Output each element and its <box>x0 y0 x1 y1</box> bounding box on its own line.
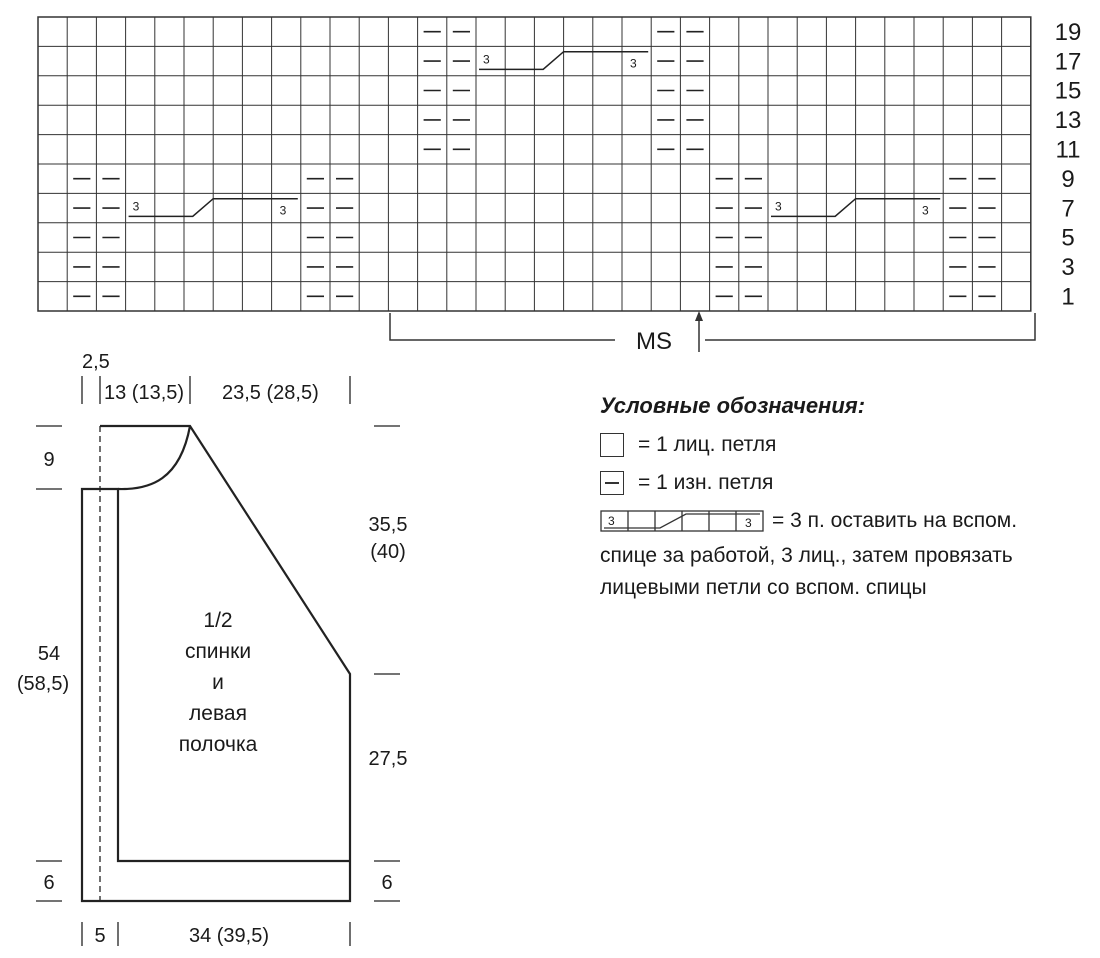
repeat-bracket <box>390 311 1035 355</box>
purl-stitch-icon <box>600 471 624 495</box>
legend-title: Условные обозначения: <box>600 393 866 418</box>
row-label: 13 <box>1054 107 1082 135</box>
piece-label-line-3: и <box>212 671 224 694</box>
piece-label-line-5: полочка <box>178 733 258 756</box>
dim-right-bottom: 6 <box>381 872 393 894</box>
dim-left-main: 54 <box>37 643 61 665</box>
piece-label-line-2: спинки <box>184 640 252 663</box>
row-label: 17 <box>1054 48 1082 76</box>
dim-bottom-b: 34 (39,5) <box>188 925 270 947</box>
dim-left-bottom: 6 <box>43 872 55 894</box>
legend-cable-line-2: спице за работой, 3 лиц., затем провязать <box>600 544 1013 567</box>
band-inner-line <box>100 489 350 861</box>
dim-left-top: 9 <box>43 449 55 471</box>
legend-cable-line-3: лицевыми петли со вспом. спицы <box>600 576 927 599</box>
cable-symbol-icon <box>600 510 764 532</box>
legend-cable-line-1: = 3 п. оставить на вспом. <box>772 509 1018 532</box>
row-label: 7 <box>1061 195 1075 223</box>
cable-label-right: 3 <box>922 203 929 218</box>
row-label: 11 <box>1055 136 1081 164</box>
cable-label-right: 3 <box>279 203 287 218</box>
dim-top-a: 13 (13,5) <box>104 382 185 404</box>
legend-purl-text: = 1 изн. петля <box>638 471 774 494</box>
row-label: 3 <box>1061 254 1075 282</box>
legend-cable-row <box>600 502 1080 540</box>
knit-stitch-icon <box>600 433 624 457</box>
cable-label-right: 3 <box>630 56 637 71</box>
piece-label-line-4: левая <box>189 702 247 725</box>
legend-purl-row <box>600 464 1080 502</box>
cable-legend-label-right: 3 <box>745 516 752 530</box>
cable-label-left: 3 <box>132 199 140 214</box>
row-label: 9 <box>1061 165 1075 193</box>
stitch-chart-grid <box>38 17 1031 311</box>
schematic-outline <box>82 426 350 901</box>
repeat-arrow-head <box>695 311 703 321</box>
cable-legend-label-left: 3 <box>608 514 615 528</box>
cable-label-left: 3 <box>483 52 490 67</box>
row-label: 19 <box>1054 18 1082 46</box>
dim-right-upper-alt: (40) <box>370 541 406 563</box>
neckline-curve <box>118 426 190 489</box>
legend-knit-text: = 1 лиц. петля <box>638 433 777 456</box>
dim-top-small: 2,5 <box>82 351 110 373</box>
dim-top-b: 23,5 (28,5) <box>222 382 319 404</box>
cable-label-left: 3 <box>775 199 782 214</box>
garment-schematic <box>17 351 408 947</box>
dim-left-main-alt: (58,5) <box>16 673 70 695</box>
row-label: 5 <box>1061 224 1075 252</box>
repeat-label: MS <box>636 328 672 355</box>
dim-right-upper: 35,5 <box>368 514 408 536</box>
dim-right-lower: 27,5 <box>368 748 408 770</box>
row-label: 1 <box>1061 283 1075 311</box>
row-number-labels <box>1055 19 1082 311</box>
piece-label-line-1: 1/2 <box>203 609 233 632</box>
legend-knit-row <box>600 426 1080 464</box>
legend <box>600 390 1080 604</box>
dim-bottom-a: 5 <box>94 925 106 947</box>
row-label: 15 <box>1054 77 1082 105</box>
